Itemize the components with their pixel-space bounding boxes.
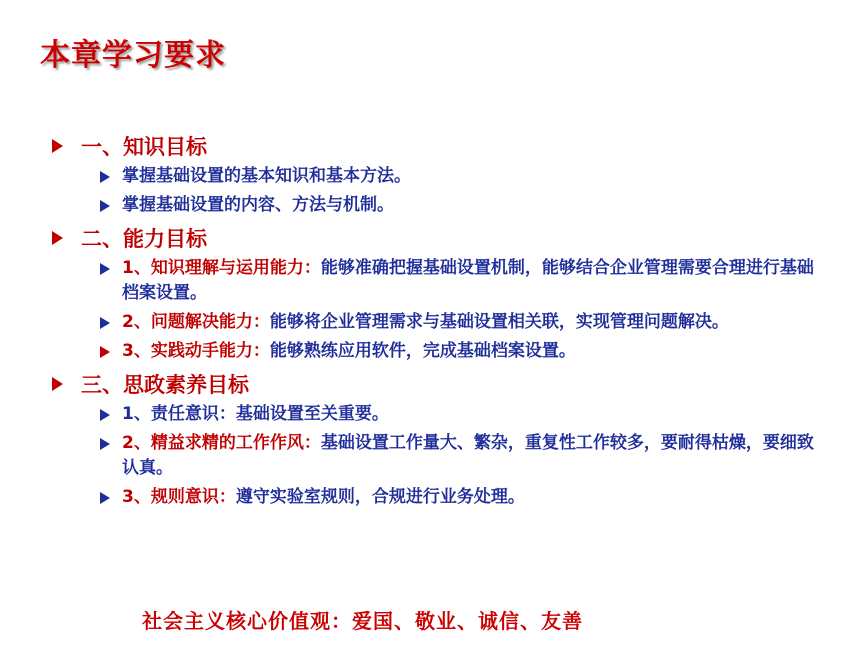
item-text: 能够将企业管理需求与基础设置相关联，实现管理问题解决。	[269, 312, 729, 332]
bullet-arrow-icon	[52, 231, 63, 245]
item-label: 2、问题解决能力：	[122, 312, 270, 332]
section-heading	[52, 368, 822, 400]
bullet-arrow-icon	[52, 139, 63, 153]
section-knowledge	[52, 130, 822, 218]
bullet-arrow-icon	[100, 200, 110, 212]
list-item	[100, 485, 822, 510]
bullet-arrow-icon	[100, 263, 110, 275]
item-label: 1、责任意识：	[122, 404, 236, 424]
bullet-arrow-icon	[100, 409, 110, 421]
list-item-text	[122, 431, 822, 481]
section-ability	[52, 222, 822, 364]
item-text: 能够准确把握基础设置机制，能够结合企业管理需要合理进行基础档案设置。	[122, 258, 814, 303]
section-heading-text: 三、思政素养目标	[81, 373, 249, 397]
section-heading-text: 一、知识目标	[81, 135, 207, 159]
list-item	[100, 339, 822, 364]
bullet-arrow-icon	[100, 492, 110, 504]
list-item	[100, 164, 822, 189]
list-item-text: 掌握基础设置的基本知识和基本方法。	[122, 166, 411, 186]
list-item-text	[122, 310, 822, 335]
section-ideology	[52, 368, 822, 510]
item-text: 能够熟练应用软件，完成基础档案设置。	[269, 341, 576, 361]
list-item	[100, 256, 822, 306]
core-values-footer: 社会主义核心价值观：爱国、敬业、诚信、友善	[142, 609, 583, 633]
item-text: 遵守实验室规则，合规进行业务处理。	[235, 487, 525, 507]
bullet-arrow-icon	[100, 346, 110, 358]
list-item	[100, 310, 822, 335]
section-heading-text: 二、能力目标	[81, 227, 207, 251]
item-text: 基础设置至关重要。	[235, 404, 389, 424]
item-label: 2、精益求精的工作作风：	[122, 433, 321, 453]
item-label: 3、规则意识：	[122, 487, 236, 507]
bullet-arrow-icon	[100, 171, 110, 183]
list-item	[100, 431, 822, 481]
list-item-text	[122, 485, 822, 510]
list-item	[100, 402, 822, 427]
list-item-text	[122, 256, 822, 306]
section-heading	[52, 130, 822, 162]
item-label: 1、知识理解与运用能力：	[122, 258, 321, 278]
list-item-text: 掌握基础设置的内容、方法与机制。	[122, 195, 394, 215]
list-item-text	[122, 339, 822, 364]
item-text: 基础设置工作量大、繁杂，重复性工作较多，要耐得枯燥，要细致认真。	[122, 433, 814, 478]
bullet-arrow-icon	[100, 438, 110, 450]
objectives-list	[52, 130, 822, 514]
bullet-arrow-icon	[52, 377, 63, 391]
item-label: 3、实践动手能力：	[122, 341, 270, 361]
list-item-text	[122, 402, 822, 427]
bullet-arrow-icon	[100, 317, 110, 329]
slide-title: 本章学习要求	[40, 38, 226, 73]
section-heading	[52, 222, 822, 254]
list-item	[100, 193, 822, 218]
